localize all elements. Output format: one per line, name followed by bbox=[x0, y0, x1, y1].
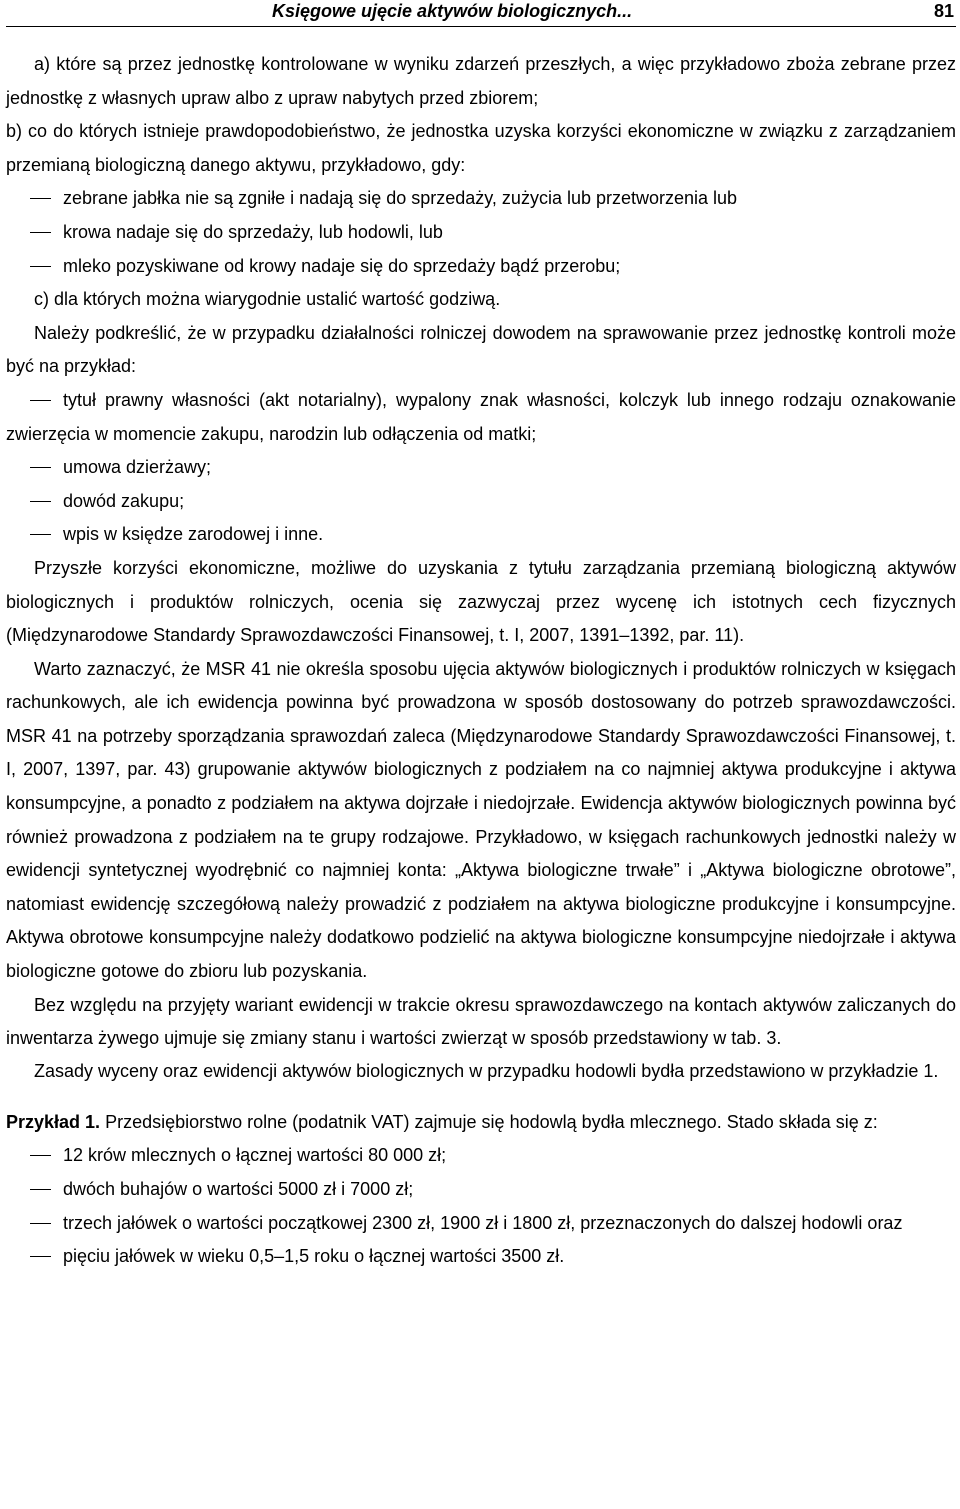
example-label: Przykład 1. bbox=[6, 1111, 101, 1132]
paragraph: Bez względu na przyjęty wariant ewidencji w trakcie okresu sprawozdawczego na kontach aktywów zaliczanych do inwentarza żywego ujmuje się zmiany stanu i wartości zwierząt w sposób przedstawiony w tab. 3. bbox=[6, 994, 956, 1049]
spacer bbox=[6, 1086, 956, 1106]
dash-mark bbox=[30, 1155, 51, 1156]
paragraph-b: b) co do których istnieje prawdopodobieństwo, że jednostka uzyska korzyści ekonomiczne w związku z zarządzaniem przemianą biologiczną danego aktywu, przykładowo, gdy: bbox=[6, 121, 956, 175]
dash-mark bbox=[30, 198, 51, 199]
paragraph: Warto zaznaczyć, że MSR 41 nie określa sposobu ujęcia aktywów biologicznych i produktów rolniczych w księgach rachunkowych, ale ich ewidencja powinna być prowadzona w sposób dostosowany do potrzeb sprawozdawczości. MSR 41 na potrzeby sporządzania sprawozdań zaleca (Międzynarodowe Standardy Sprawozdawczości Finansowej, t. I, 2007, 1397, par. 43) grupowanie aktywów biologicznych z podziałem na co najmniej aktywa produkcyjne i aktywa konsumpcyjne, a ponadto z podziałem na aktywa dojrzałe i niedojrzałe. Ewidencja aktywów biologicznych powinna być również prowadzona z podziałem na te grupy rodzajowe. Przykładowo, w księgach rachunkowych jednostki należy w ewidencji syntetycznej wyodrębnić co najmniej konta: „Aktywa biologiczne trwałe” i „Aktywa biologiczne obrotowe”, natomiast ewidencję szczegółową należy prowadzić z podziałem na aktywa biologiczne produkcyjne i konsumpcyjne. Aktywa obrotowe konsumpcyjne należy dodatkowo podzielić na aktywa biologiczne konsumpcyjne niedojrzałe i aktywa biologiczne gotowe do zbioru lub pozyskania. bbox=[6, 658, 956, 982]
example-text: Przedsiębiorstwo rolne (podatnik VAT) zajmuje się hodowlą bydła mlecznego. Stado składa się z: bbox=[100, 1111, 878, 1132]
example-paragraph bbox=[6, 1106, 956, 1140]
running-header bbox=[6, 0, 956, 27]
dash-item: krowa nadaje się do sprzedaży, lub hodowli, lub bbox=[6, 216, 956, 250]
dash-mark bbox=[30, 1223, 51, 1224]
dash-mark bbox=[30, 400, 51, 401]
dash-mark bbox=[30, 1256, 51, 1257]
dash-item: mleko pozyskiwane od krowy nadaje się do sprzedaży bądź przerobu; bbox=[6, 250, 956, 284]
page-number: 81 bbox=[933, 1, 954, 21]
dash-item: pięciu jałówek w wieku 0,5–1,5 roku o łącznej wartości 3500 zł. bbox=[6, 1240, 956, 1274]
dash-mark bbox=[30, 232, 51, 233]
paragraph-a: a) które są przez jednostkę kontrolowane w wyniku zdarzeń przeszłych, a więc przykładowo zboża zebrane przez jednostkę z własnych upraw albo z upraw nabytych przed zbiorem; bbox=[6, 54, 956, 108]
dash-item: zebrane jabłka nie są zgniłe i nadają się do sprzedaży, zużycia lub przetworzenia lub bbox=[6, 182, 956, 216]
dash-mark bbox=[30, 266, 51, 267]
paragraph: Należy podkreślić, że w przypadku działalności rolniczej dowodem na sprawowanie przez jednostkę kontroli może być na przykład: bbox=[6, 322, 956, 377]
document-page bbox=[6, 0, 956, 1267]
paragraph: Zasady wyceny oraz ewidencji aktywów biologicznych w przypadku hodowli bydła przedstawiono w przykładzie 1. bbox=[34, 1060, 939, 1081]
chapter-title: Księgowe ujęcie aktywów biologicznych... bbox=[272, 1, 633, 21]
dash-item: wpis w księdze zarodowej i inne. bbox=[6, 518, 956, 552]
dash-item: tytuł prawny własności (akt notarialny), wypalony znak własności, kolczyk lub innego rodzaju oznakowanie zwierzęcia w momencie zakupu, narodzin lub odłączenia od matki; bbox=[6, 389, 956, 444]
paragraph: Przyszłe korzyści ekonomiczne, możliwe do uzyskania z tytułu zarządzania przemianą biologiczną aktywów biologicznych i produktów rolniczych, ocenia się zazwyczaj przez wycenę ich istotnych cech fizycznych (Międzynarodowe Standardy Sprawozdawczości Finansowej, t. I, 2007, 1391–1392, par. 11). bbox=[6, 557, 956, 646]
dash-item: dowód zakupu; bbox=[6, 485, 956, 519]
dash-mark bbox=[30, 467, 51, 468]
dash-item: trzech jałówek o wartości początkowej 2300 zł, 1900 zł i 1800 zł, przeznaczonych do dalszej hodowli oraz bbox=[6, 1207, 956, 1241]
dash-item: umowa dzierżawy; bbox=[6, 451, 956, 485]
dash-mark bbox=[30, 1189, 51, 1190]
paragraph-c: c) dla których można wiarygodnie ustalić wartość godziwą. bbox=[34, 289, 501, 310]
dash-mark bbox=[30, 534, 51, 535]
dash-mark bbox=[30, 501, 51, 502]
body-text bbox=[6, 48, 956, 1274]
dash-item: 12 krów mlecznych o łącznej wartości 80 000 zł; bbox=[6, 1139, 956, 1173]
dash-item: dwóch buhajów o wartości 5000 zł i 7000 zł; bbox=[6, 1173, 956, 1207]
